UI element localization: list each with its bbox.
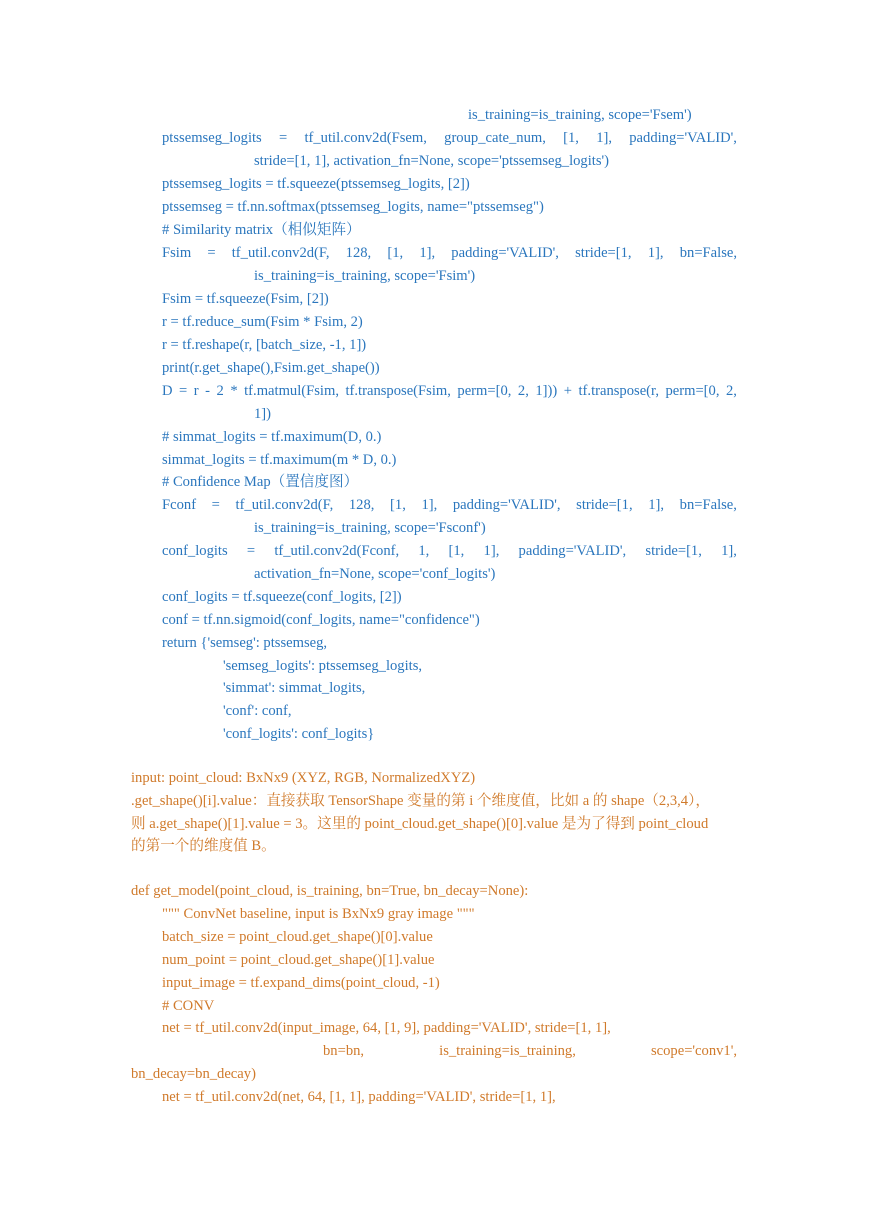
code-line: 'simmat': simmat_logits,	[223, 680, 366, 696]
explanation-line: .get_shape()[i].value：直接获取 TensorShape 变量的第 i 个维度值，比如 a 的 shape（2,3,4），	[131, 793, 710, 809]
code-docstring: """ ConvNet baseline, input is BxNx9 gray image """	[162, 906, 475, 922]
code-comment: # CONV	[162, 998, 215, 1014]
explanation-line: 则 a.get_shape()[1].value = 3。这里的 point_cloud.get_shape()[0].value 是为了得到 point_cloud	[131, 816, 709, 832]
code-line: print(r.get_shape(),Fsim.get_shape())	[162, 360, 380, 376]
code-line: is_training=is_training, scope='Fsem')	[468, 107, 692, 123]
code-line: conf = tf.nn.sigmoid(conf_logits, name="confidence")	[162, 612, 480, 628]
code-line: num_point = point_cloud.get_shape()[1].value	[162, 952, 435, 968]
code-line: ptssemseg_logits = tf.squeeze(ptssemseg_logits, [2])	[162, 176, 470, 192]
code-line: 'conf': conf,	[223, 703, 292, 719]
code-line: Fsim = tf.squeeze(Fsim, [2])	[162, 291, 329, 307]
code-line-justified: bn=bn, is_training=is_training, scope='conv1',	[323, 1043, 737, 1059]
code-line-justified: ptssemseg_logits = tf_util.conv2d(Fsem, group_cate_num, [1, 1], padding='VALID',	[162, 130, 737, 146]
code-line: r = tf.reduce_sum(Fsim * Fsim, 2)	[162, 314, 363, 330]
explanation-line: input: point_cloud: BxNx9 (XYZ, RGB, NormalizedXYZ)	[131, 770, 476, 786]
code-line-justified: Fsim = tf_util.conv2d(F, 128, [1, 1], padding='VALID', stride=[1, 1], bn=False,	[162, 245, 737, 261]
code-line: def get_model(point_cloud, is_training, bn=True, bn_decay=None):	[131, 883, 529, 899]
code-line: bn_decay=bn_decay)	[131, 1066, 256, 1082]
code-comment: # Confidence Map（置信度图）	[162, 474, 359, 490]
code-line: net = tf_util.conv2d(input_image, 64, [1, 9], padding='VALID', stride=[1, 1],	[162, 1020, 611, 1036]
code-line: 'conf_logits': conf_logits}	[223, 726, 375, 742]
code-comment: # simmat_logits = tf.maximum(D, 0.)	[162, 429, 382, 445]
code-line: is_training=is_training, scope='Fsim')	[254, 268, 476, 284]
code-line-justified: D = r - 2 * tf.matmul(Fsim, tf.transpose(Fsim, perm=[0, 2, 1])) + tf.transpose(r, perm=[0, 2,	[162, 383, 737, 399]
code-line: ptssemseg = tf.nn.softmax(ptssemseg_logits, name="ptssemseg")	[162, 199, 544, 215]
code-line: simmat_logits = tf.maximum(m * D, 0.)	[162, 452, 397, 468]
code-line: stride=[1, 1], activation_fn=None, scope='ptssemseg_logits')	[254, 153, 609, 169]
code-line: batch_size = point_cloud.get_shape()[0].value	[162, 929, 433, 945]
explanation-line: 的第一个的维度值 B。	[131, 838, 276, 854]
code-line-justified: Fconf = tf_util.conv2d(F, 128, [1, 1], padding='VALID', stride=[1, 1], bn=False,	[162, 497, 737, 513]
code-line: input_image = tf.expand_dims(point_cloud, -1)	[162, 975, 440, 991]
code-line: 1])	[254, 406, 272, 422]
code-line-justified: conf_logits = tf_util.conv2d(Fconf, 1, [1, 1], padding='VALID', stride=[1, 1],	[162, 543, 737, 559]
code-line: return {'semseg': ptssemseg,	[162, 635, 328, 651]
code-line: activation_fn=None, scope='conf_logits')	[254, 566, 496, 582]
code-line: net = tf_util.conv2d(net, 64, [1, 1], padding='VALID', stride=[1, 1],	[162, 1089, 556, 1105]
code-line: conf_logits = tf.squeeze(conf_logits, [2])	[162, 589, 402, 605]
code-line: is_training=is_training, scope='Fsconf')	[254, 520, 486, 536]
code-line: 'semseg_logits': ptssemseg_logits,	[223, 658, 423, 674]
code-comment: # Similarity matrix（相似矩阵）	[162, 222, 361, 238]
code-line: r = tf.reshape(r, [batch_size, -1, 1])	[162, 337, 367, 353]
